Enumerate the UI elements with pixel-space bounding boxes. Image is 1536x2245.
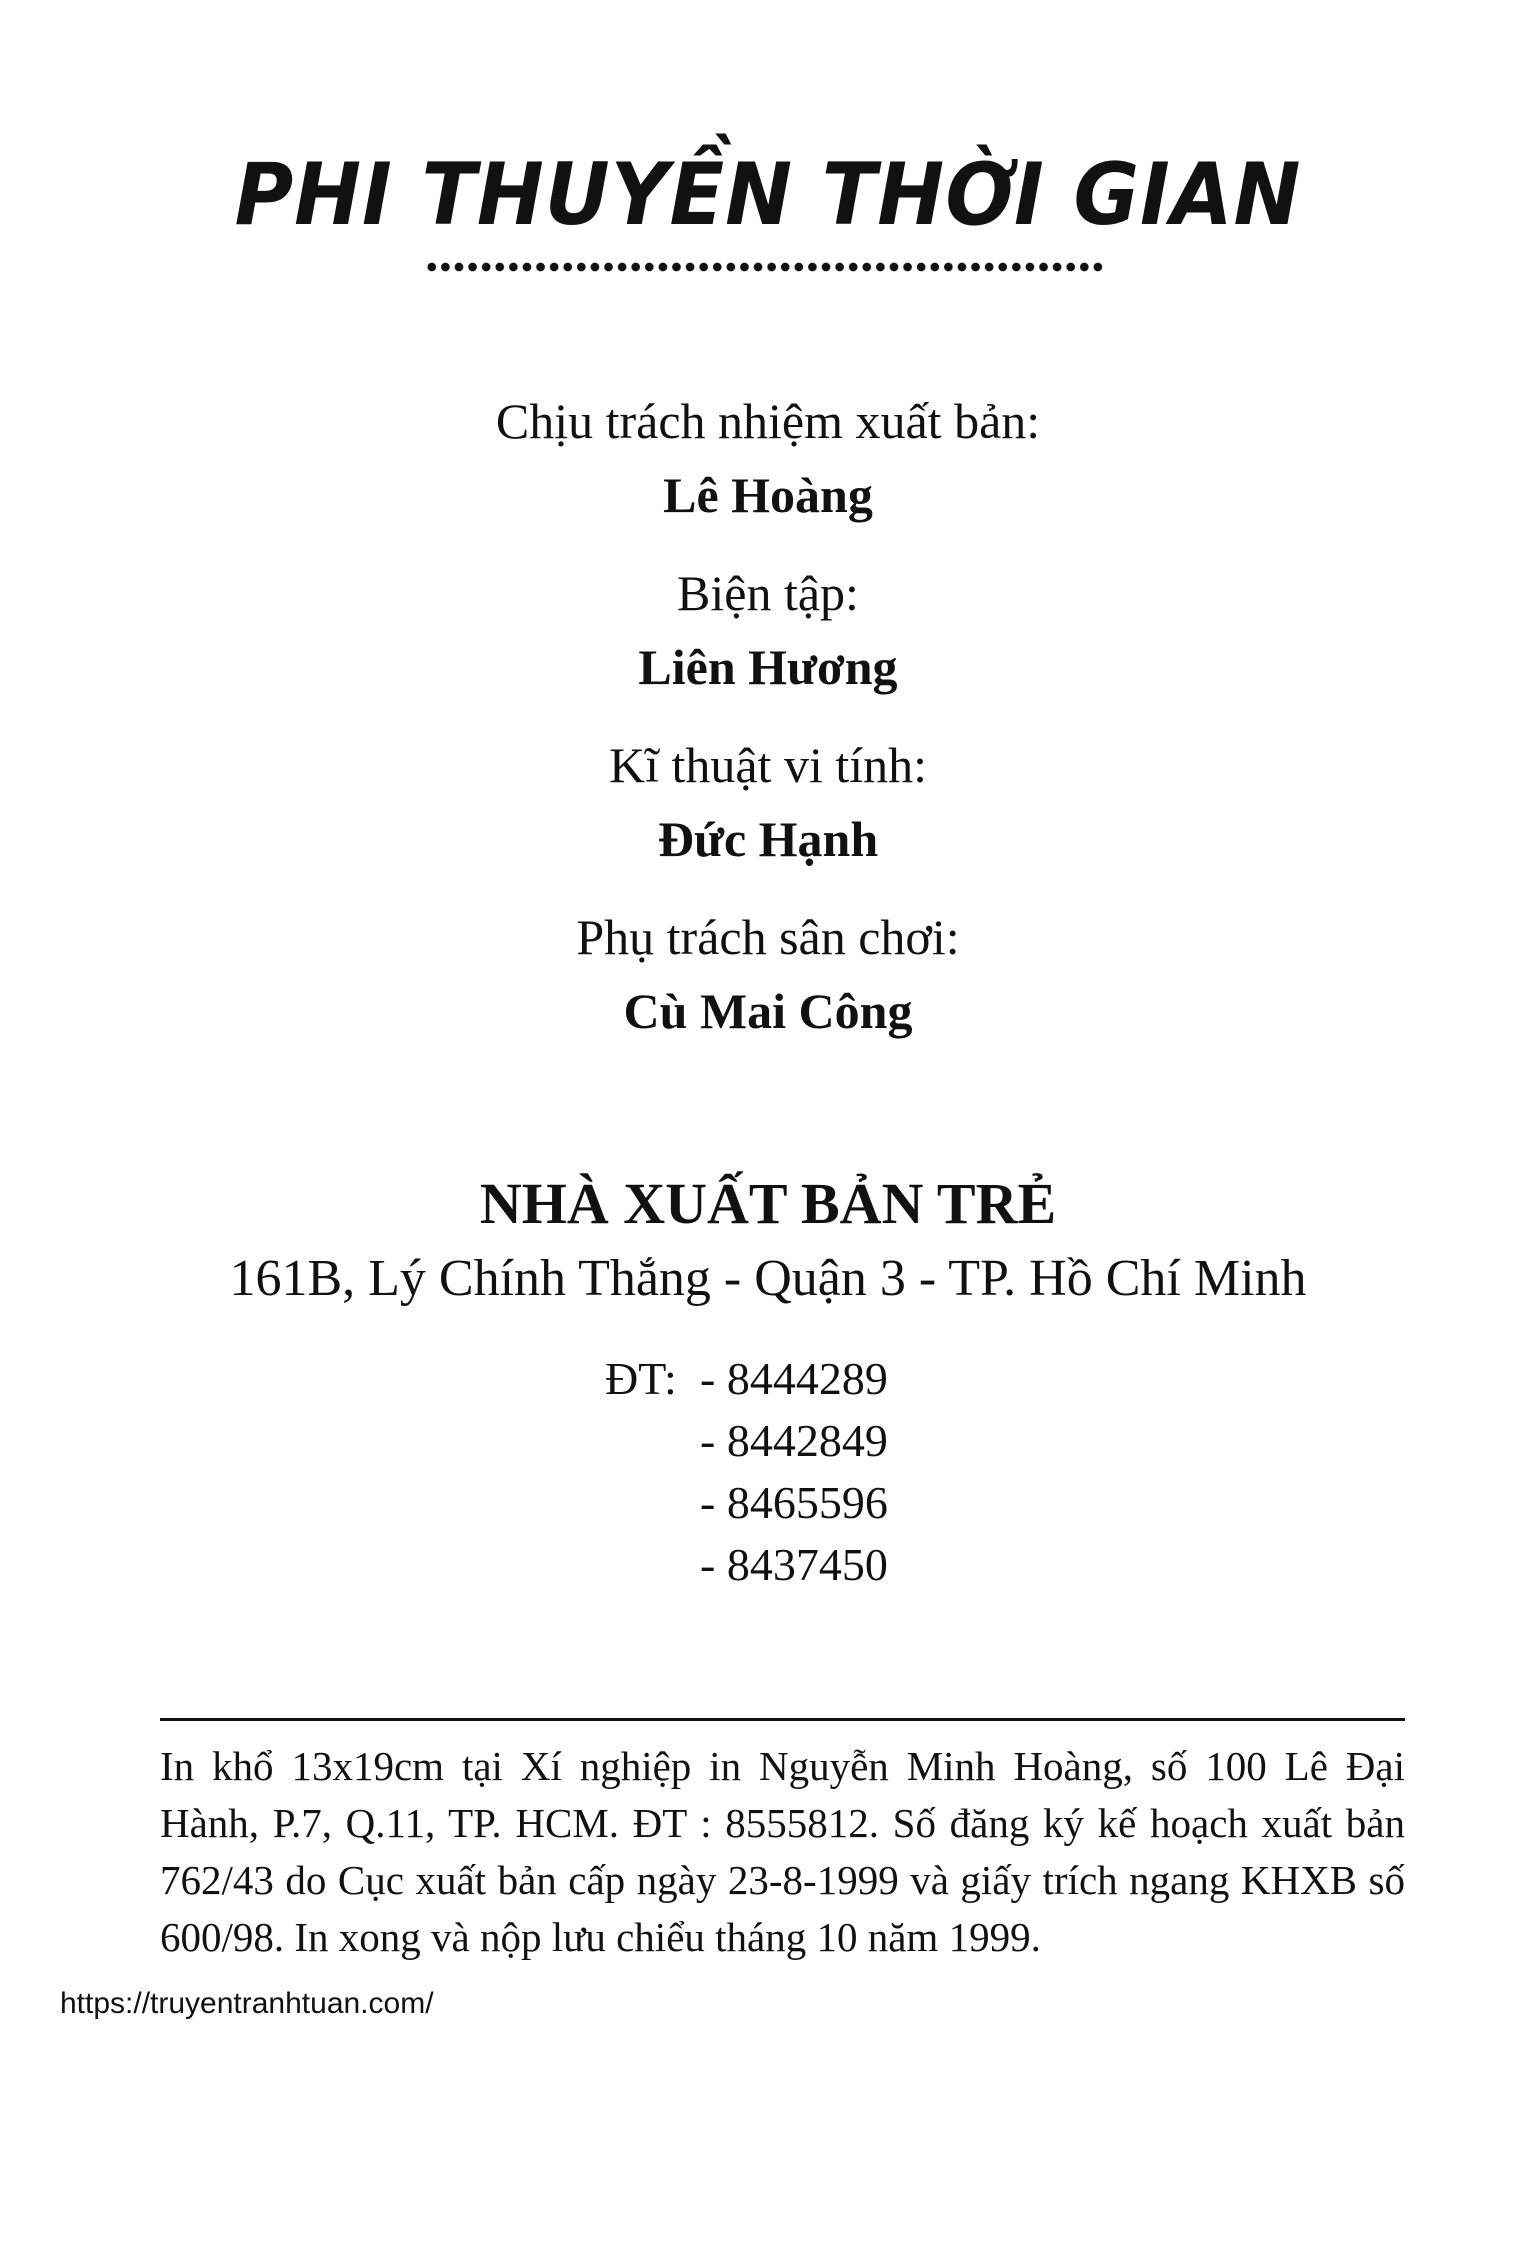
publisher-address: 161B, Lý Chính Thắng - Quận 3 - TP. Hồ Chí Minh <box>229 1250 1307 1307</box>
title-dotted-divider <box>425 260 1105 274</box>
credit-name: Liên Hương <box>638 639 898 695</box>
credit-role: Kĩ thuật vi tính: <box>608 737 928 793</box>
watermark-url: https://truyentranhtuan.com/ <box>60 1987 434 2020</box>
phone-label-spacer <box>605 1410 700 1472</box>
phone-row <box>605 1534 888 1596</box>
credit-publisher-responsible <box>0 390 1536 526</box>
phone-row <box>605 1348 888 1410</box>
imprint-text: In khổ 13x19cm tại Xí nghiệp in Nguyễn Minh Hoàng, số 100 Lê Đại Hành, P.7, Q.11, TP. HCM. ĐT : 8555812. Số đăng ký kế hoạch xuất bản 762/43 do Cục xuất bản cấp ngày 23-8-1999 và giấy trích ngang KHXB số 600/98. In xong và nộp lưu chiểu tháng 10 năm 1999. <box>160 1743 1405 1960</box>
phone-label-spacer <box>605 1534 700 1596</box>
phone-label-spacer <box>605 1472 700 1534</box>
credit-editor <box>0 562 1536 698</box>
phone-number: - 8442849 <box>700 1415 888 1466</box>
phone-number: - 8465596 <box>700 1477 888 1528</box>
credit-role: Chịu trách nhiệm xuất bản: <box>495 393 1041 449</box>
phone-row <box>605 1410 888 1472</box>
phone-label: ĐT: <box>605 1353 677 1404</box>
credit-playground-manager <box>0 906 1536 1042</box>
phone-list <box>605 1348 888 1596</box>
credit-role: Phụ trách sân chơi: <box>576 909 960 965</box>
phone-number: - 8444289 <box>700 1353 888 1404</box>
phone-row <box>605 1472 888 1534</box>
credit-name: Cù Mai Công <box>623 983 913 1039</box>
publisher-name: NHÀ XUẤT BẢN TRẺ <box>479 1171 1057 1236</box>
credit-role: Biện tập: <box>677 565 859 621</box>
credit-name: Đức Hạnh <box>657 811 879 867</box>
page-title: PHI THUYỀN THỜI GIAN <box>234 145 1302 245</box>
credit-computer-technician <box>0 734 1536 870</box>
horizontal-rule <box>160 1718 1405 1721</box>
phone-number: - 8437450 <box>700 1539 888 1590</box>
credit-name: Lê Hoàng <box>663 467 873 523</box>
credits-section <box>0 390 1536 1078</box>
